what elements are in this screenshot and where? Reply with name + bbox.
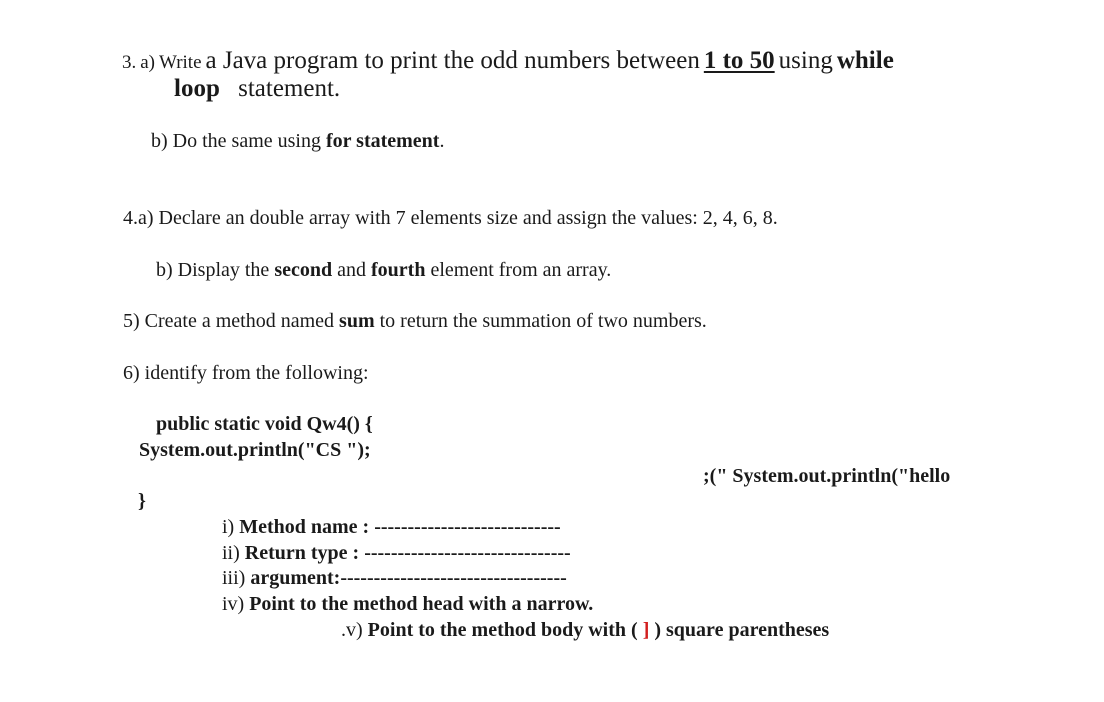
q3a-write: Write <box>159 52 202 73</box>
item-i-number: i) <box>222 516 235 538</box>
q5-text-1: 5) Create a method named <box>123 310 335 332</box>
question-3a <box>122 47 894 76</box>
q5-text-2: to return the summation of two numbers. <box>379 310 707 332</box>
question-4b <box>156 259 611 282</box>
item-v-text-2: ) square parentheses <box>654 619 830 641</box>
code-line-3: ;(" System.out.println("hello <box>703 465 951 487</box>
item-iv <box>222 593 593 616</box>
question-3b <box>151 130 444 153</box>
q4b-fourth: fourth <box>371 259 426 281</box>
code-line-1: public static void Qw4() { <box>156 413 373 435</box>
question-4a: 4.a) Declare an double array with 7 elements size and assign the values: 2, 4, 6, 8. <box>123 207 778 229</box>
q3a-while: while <box>836 47 894 74</box>
question-3a-line2 <box>174 75 340 104</box>
q3a-loop: loop <box>174 75 220 102</box>
q4b-text-1: b) Display the <box>156 259 270 281</box>
item-i-text: Method name : ---------------------------- <box>239 516 561 538</box>
item-iii-number: iii) <box>222 567 246 589</box>
q3b-period: . <box>439 130 445 152</box>
item-v-text-1: Point to the method body with ( <box>367 619 638 641</box>
q4b-text-2: element from an array. <box>430 259 612 281</box>
q4b-second: second <box>274 259 333 281</box>
q3a-range: 1 to 50 <box>703 47 775 74</box>
item-v-bracket: ] <box>642 619 650 641</box>
item-ii-number: ii) <box>222 542 240 564</box>
question-6: 6) identify from the following: <box>123 362 369 384</box>
item-iii <box>222 567 567 590</box>
q3a-letter: a) <box>140 52 156 73</box>
q5-sum: sum <box>339 310 375 332</box>
q3b-for-statement: for statement <box>325 130 440 152</box>
item-ii <box>222 542 571 565</box>
q3-number: 3. <box>122 52 137 73</box>
item-v <box>341 619 829 642</box>
q4b-and: and <box>337 259 366 281</box>
item-iv-number: iv) <box>222 593 245 615</box>
question-5 <box>123 310 707 333</box>
q3a-text-2: using <box>778 47 833 74</box>
item-iii-text: argument:---------------------------------- <box>250 567 567 589</box>
item-i <box>222 516 561 539</box>
item-ii-text: Return type : ------------------------------- <box>244 542 571 564</box>
q3a-text-1: a Java program to print the odd numbers between <box>205 47 700 74</box>
item-iv-text: Point to the method head with a narrow. <box>249 593 594 615</box>
item-v-number: .v) <box>341 619 363 641</box>
code-line-2: System.out.println("CS "); <box>139 439 371 461</box>
q3a-statement: statement. <box>238 75 341 102</box>
code-closing-brace: } <box>138 490 146 512</box>
q3b-text: b) Do the same using <box>151 130 321 152</box>
